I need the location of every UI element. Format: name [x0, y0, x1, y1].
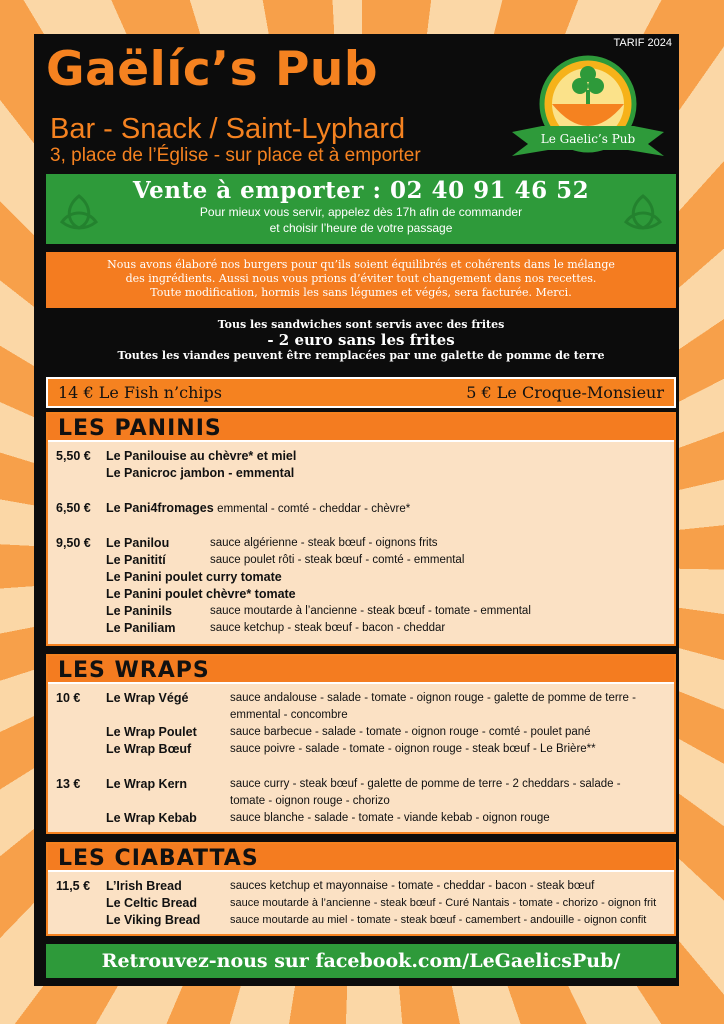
notice-line: Toute modification, hormis les sans légumes et végés, sera facturée. Merci. [150, 286, 572, 299]
item-description: sauce curry - steak bœuf - galette de pomme de terre - 2 cheddars - salade - tomate - oignon rouge - chorizo [230, 778, 621, 807]
item-name: Le Panilouise au chèvre* et miel [106, 449, 297, 463]
section-heading: LES PANINIS [48, 414, 674, 442]
tarif-label: TARIF 2024 [613, 37, 672, 49]
price: 10 € [56, 691, 81, 705]
price: 9,50 € [56, 536, 91, 550]
list-item [48, 741, 674, 758]
notice-line: des ingrédients. Aussi nous vous prions d’éviter tout changement dans nos recettes. [125, 272, 597, 285]
section-heading: LES CIABATTAS [48, 844, 674, 872]
takeaway-banner [46, 174, 676, 244]
item-description: sauce poivre - salade - tomate - oignon rouge - steak bœuf - Le Brière** [230, 743, 596, 755]
sandwich-note-line: Toutes les viandes peuvent être remplacées par une galette de pomme de terre [117, 349, 605, 362]
item-description: sauce poulet rôti - steak bœuf - comté - emmental [210, 554, 465, 566]
fish-and-chips-item: 14 € Le Fish n’chips [58, 383, 222, 402]
pub-title: Gaëlíc’s Pub [46, 42, 378, 97]
list-item [48, 776, 674, 810]
notice-line: Nous avons élaboré nos burgers pour qu’ils soient équilibrés et cohérents dans le mélange [107, 258, 615, 271]
list-item [48, 552, 674, 569]
price: 6,50 € [56, 501, 91, 515]
facebook-link[interactable]: Retrouvez-nous sur facebook.com/LeGaelicsPub/ [46, 944, 676, 978]
item-name: Le Paninils [106, 604, 172, 618]
item-name: Le Wrap Poulet [106, 725, 197, 739]
item-name: L’Irish Bread [106, 879, 182, 893]
item-name: Le Wrap Kern [106, 777, 188, 791]
pub-subtitle: Bar - Snack / Saint-Lyphard [50, 113, 406, 145]
paninis-section [46, 412, 676, 646]
list-item [48, 810, 674, 827]
sandwich-note [46, 318, 676, 363]
list-item [48, 535, 674, 552]
item-name: Le Panini poulet chèvre* tomate [106, 587, 296, 601]
item-description: sauces ketchup et mayonnaise - tomate - cheddar - bacon - steak bœuf [230, 880, 595, 892]
ciabattas-section [46, 842, 676, 936]
sandwich-note-discount: - 2 euro sans les frites [267, 331, 455, 349]
list-item [48, 448, 674, 465]
item-name: Le Wrap Kebab [106, 811, 197, 825]
celtic-knot-icon [56, 192, 102, 232]
list-item [48, 690, 674, 724]
item-description: sauce andalouse - salade - tomate - oignon rouge - galette de pomme de terre - emmental - concombre [230, 692, 636, 721]
item-name: Le Panini poulet curry tomate [106, 570, 282, 584]
item-name: Le Wrap Bœuf [106, 742, 192, 756]
price: 5,50 € [56, 449, 91, 463]
item-name: Le Panilou [106, 536, 170, 550]
item-name: Le Paniliam [106, 621, 176, 635]
item-name: Le Celtic Bread [106, 896, 198, 910]
pub-logo [508, 52, 668, 170]
wraps-section [46, 654, 676, 834]
list-item [48, 465, 674, 482]
item-description: sauce moutarde au miel - tomate - steak bœuf - camembert - andouille - oignon confit [230, 914, 647, 926]
list-item [48, 603, 674, 620]
sandwich-note-line: Tous les sandwiches sont servis avec des frites [217, 318, 505, 331]
takeaway-line-2: et choisir l’heure de votre passage [269, 221, 453, 235]
list-item [48, 724, 674, 741]
croque-monsieur-item: 5 € Le Croque-Monsieur [466, 383, 664, 402]
takeaway-phone: Vente à emporter : 02 40 91 46 52 [132, 177, 590, 204]
logo-text: Le Gaelic’s Pub [540, 132, 636, 146]
list-item [48, 912, 674, 929]
item-name: Le Viking Bread [106, 913, 201, 927]
item-name: Le Wrap Végé [106, 691, 189, 705]
item-description: emmental - comté - cheddar - chèvre* [217, 503, 411, 515]
item-description: sauce barbecue - salade - tomate - oignon rouge - comté - poulet pané [230, 726, 591, 738]
cauldron-logo-icon [508, 52, 668, 170]
list-item [48, 895, 674, 912]
item-description: sauce moutarde à l’ancienne - steak bœuf - Curé Nantais - tomate - chorizo - oignon frit [230, 897, 657, 909]
quick-items [46, 377, 676, 408]
list-item [48, 878, 674, 895]
item-description: sauce blanche - salade - tomate - viande kebab - oignon rouge [230, 812, 550, 824]
burger-notice [46, 252, 676, 308]
price: 13 € [56, 777, 81, 791]
item-description: sauce ketchup - steak bœuf - bacon - cheddar [210, 622, 446, 634]
item-name: Le Pani4fromages emmental - comté - cheddar - chèvre* [106, 501, 411, 515]
takeaway-line-1: Pour mieux vous servir, appelez dès 17h afin de commander [199, 205, 523, 219]
list-item [48, 500, 674, 517]
item-name: Le Panicroc jambon - emmental [106, 466, 295, 480]
item-name: Le Panitití [106, 553, 166, 567]
list-item [48, 620, 674, 637]
celtic-knot-icon [620, 192, 666, 232]
list-item [48, 586, 674, 603]
section-heading: LES WRAPS [48, 656, 674, 684]
price: 11,5 € [56, 879, 91, 893]
pub-address: 3, place de l’Église - sur place et à emporter [50, 145, 421, 166]
item-description: sauce algérienne - steak bœuf - oignons frits [210, 537, 438, 549]
item-description: sauce moutarde à l’ancienne - steak bœuf - tomate - emmental [210, 605, 531, 617]
list-item [48, 569, 674, 586]
